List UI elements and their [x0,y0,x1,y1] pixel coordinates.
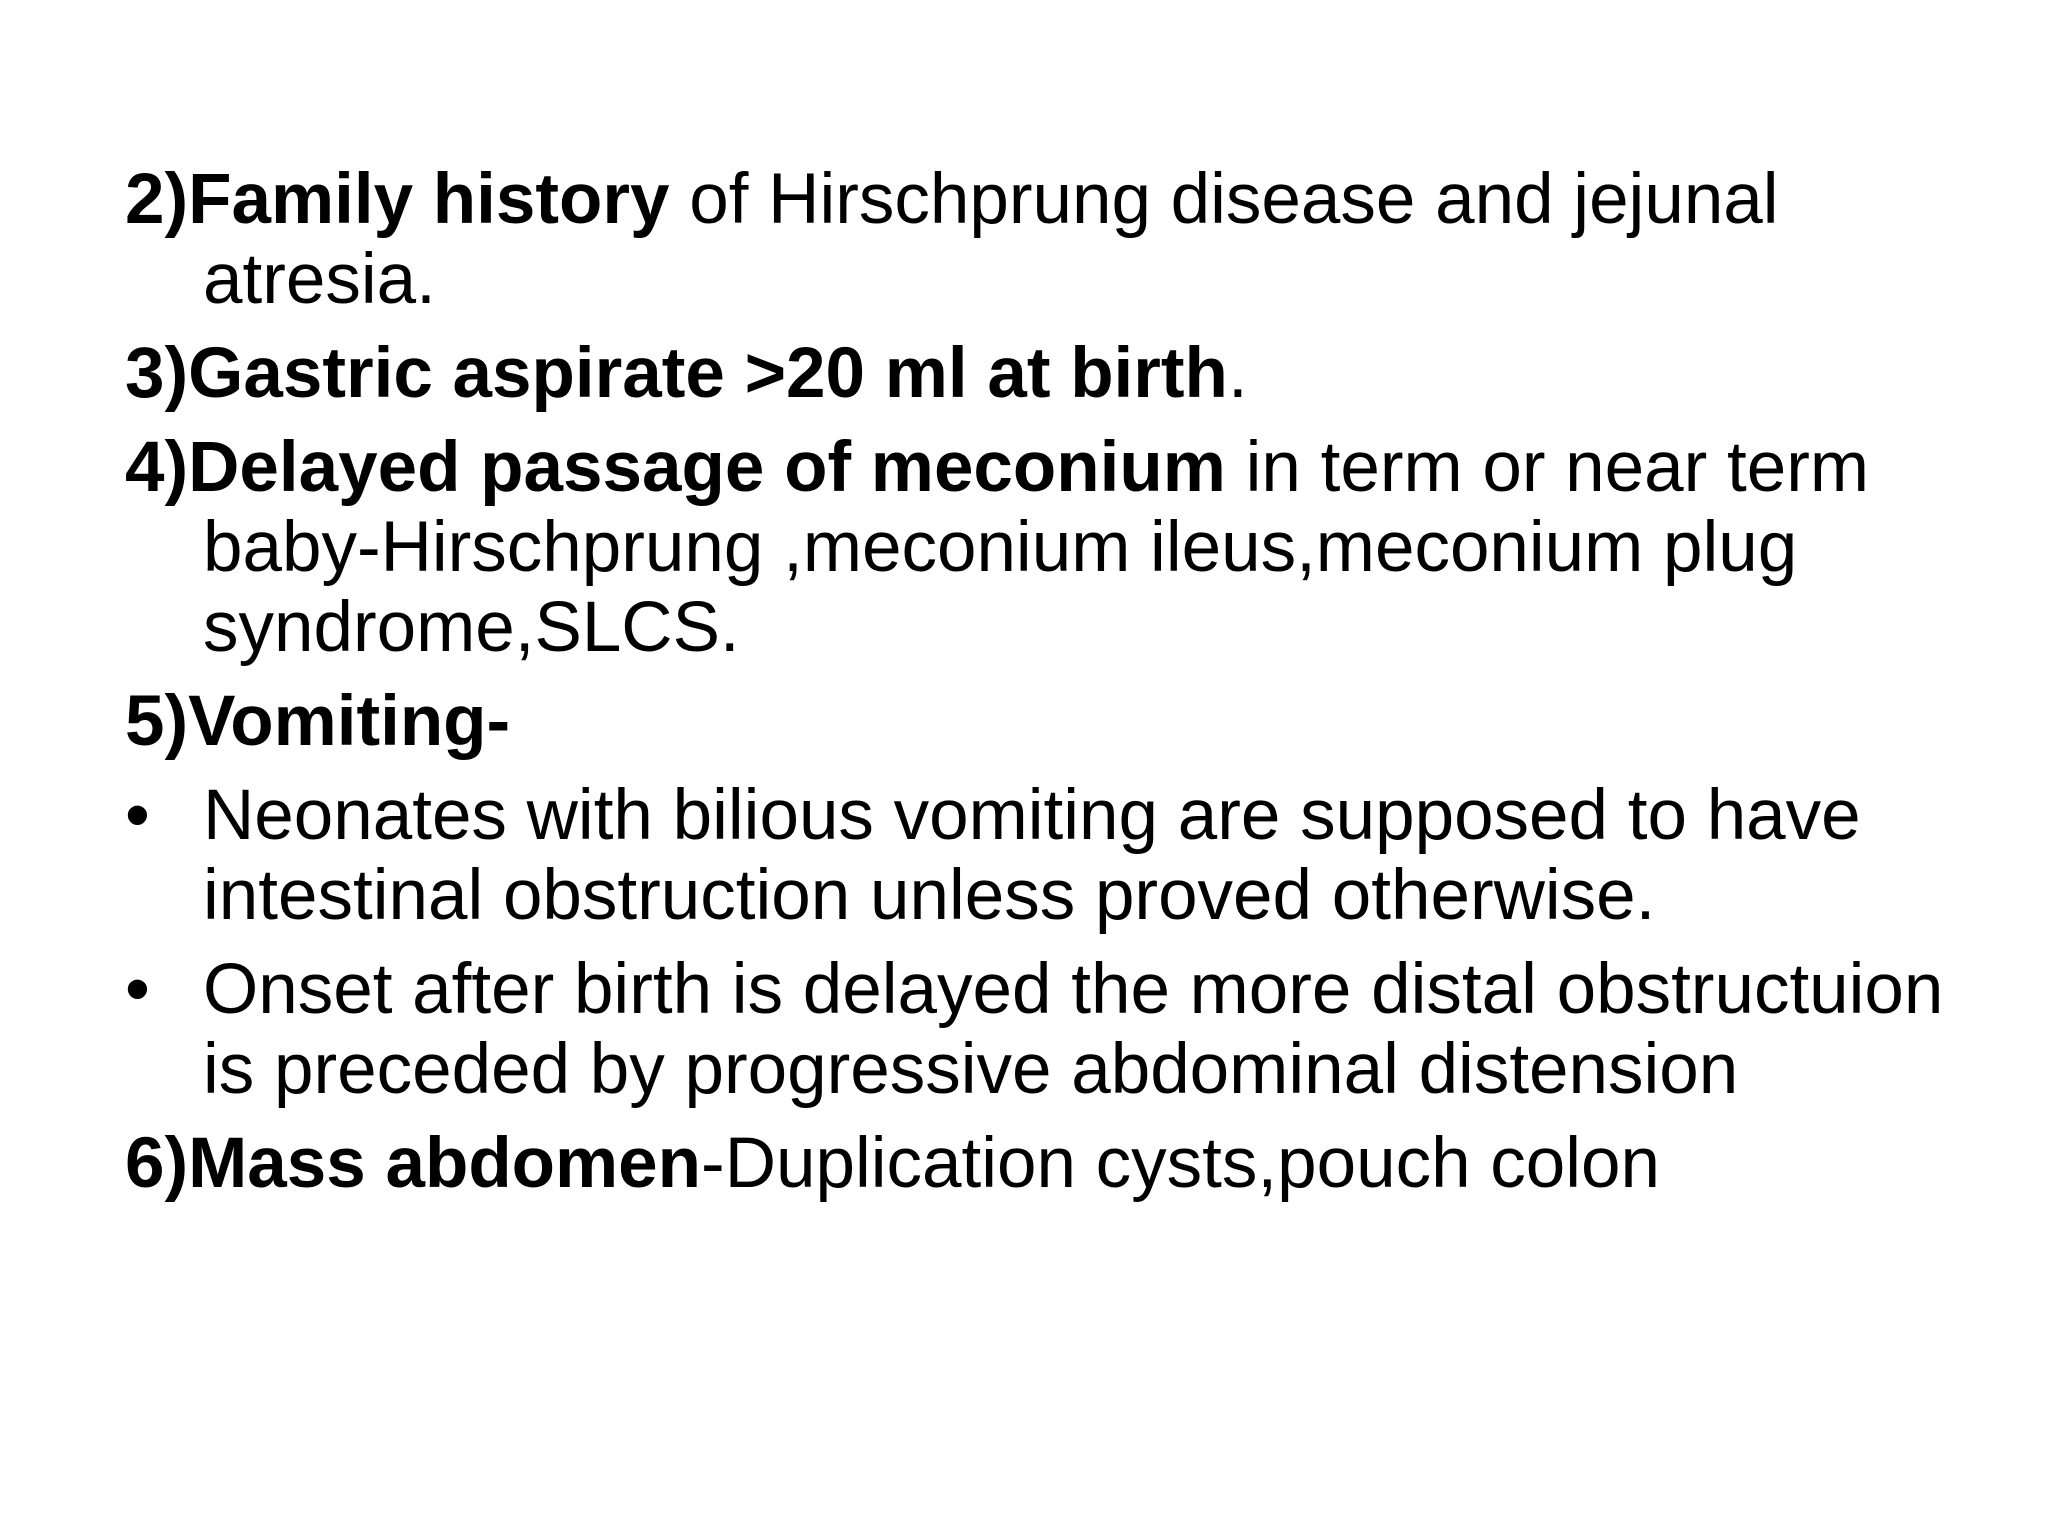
item-heading: 3)Gastric aspirate >20 ml at birth [125,334,1228,413]
item-heading: 4)Delayed passage of meconium [125,428,1226,507]
item-mass-abdomen [125,1124,1985,1204]
bullet-icon: • [125,776,150,855]
bullet-onset-after-birth [125,950,1985,1110]
item-family-history [125,160,1985,320]
item-heading: 6)Mass abdomen [125,1124,702,1203]
bullet-text: Onset after birth is delayed the more distal obstructuion is preceded by progressive abdominal distension [203,950,1944,1109]
item-gastric-aspirate [125,334,1985,414]
item-delayed-meconium [125,428,1985,668]
item-text: . [1227,334,1248,413]
bullet-icon: • [125,950,150,1029]
item-heading: 2)Family history [125,160,670,239]
slide-content [125,160,1985,1460]
item-heading: 5)Vomiting- [125,682,511,761]
item-text: in term or near term baby-Hirschprung ,meconium ileus,meconium plug syndrome,SLCS. [203,428,1870,667]
bullet-text: Neonates with bilious vomiting are supposed to have intestinal obstruction unless proved otherwise. [203,776,1861,935]
item-text: of Hirschprung disease and jejunal atresia. [203,160,1779,319]
bullet-bilious-vomiting [125,776,1985,936]
item-vomiting [125,682,1985,762]
item-text: -Duplication cysts,pouch colon [701,1124,1661,1203]
